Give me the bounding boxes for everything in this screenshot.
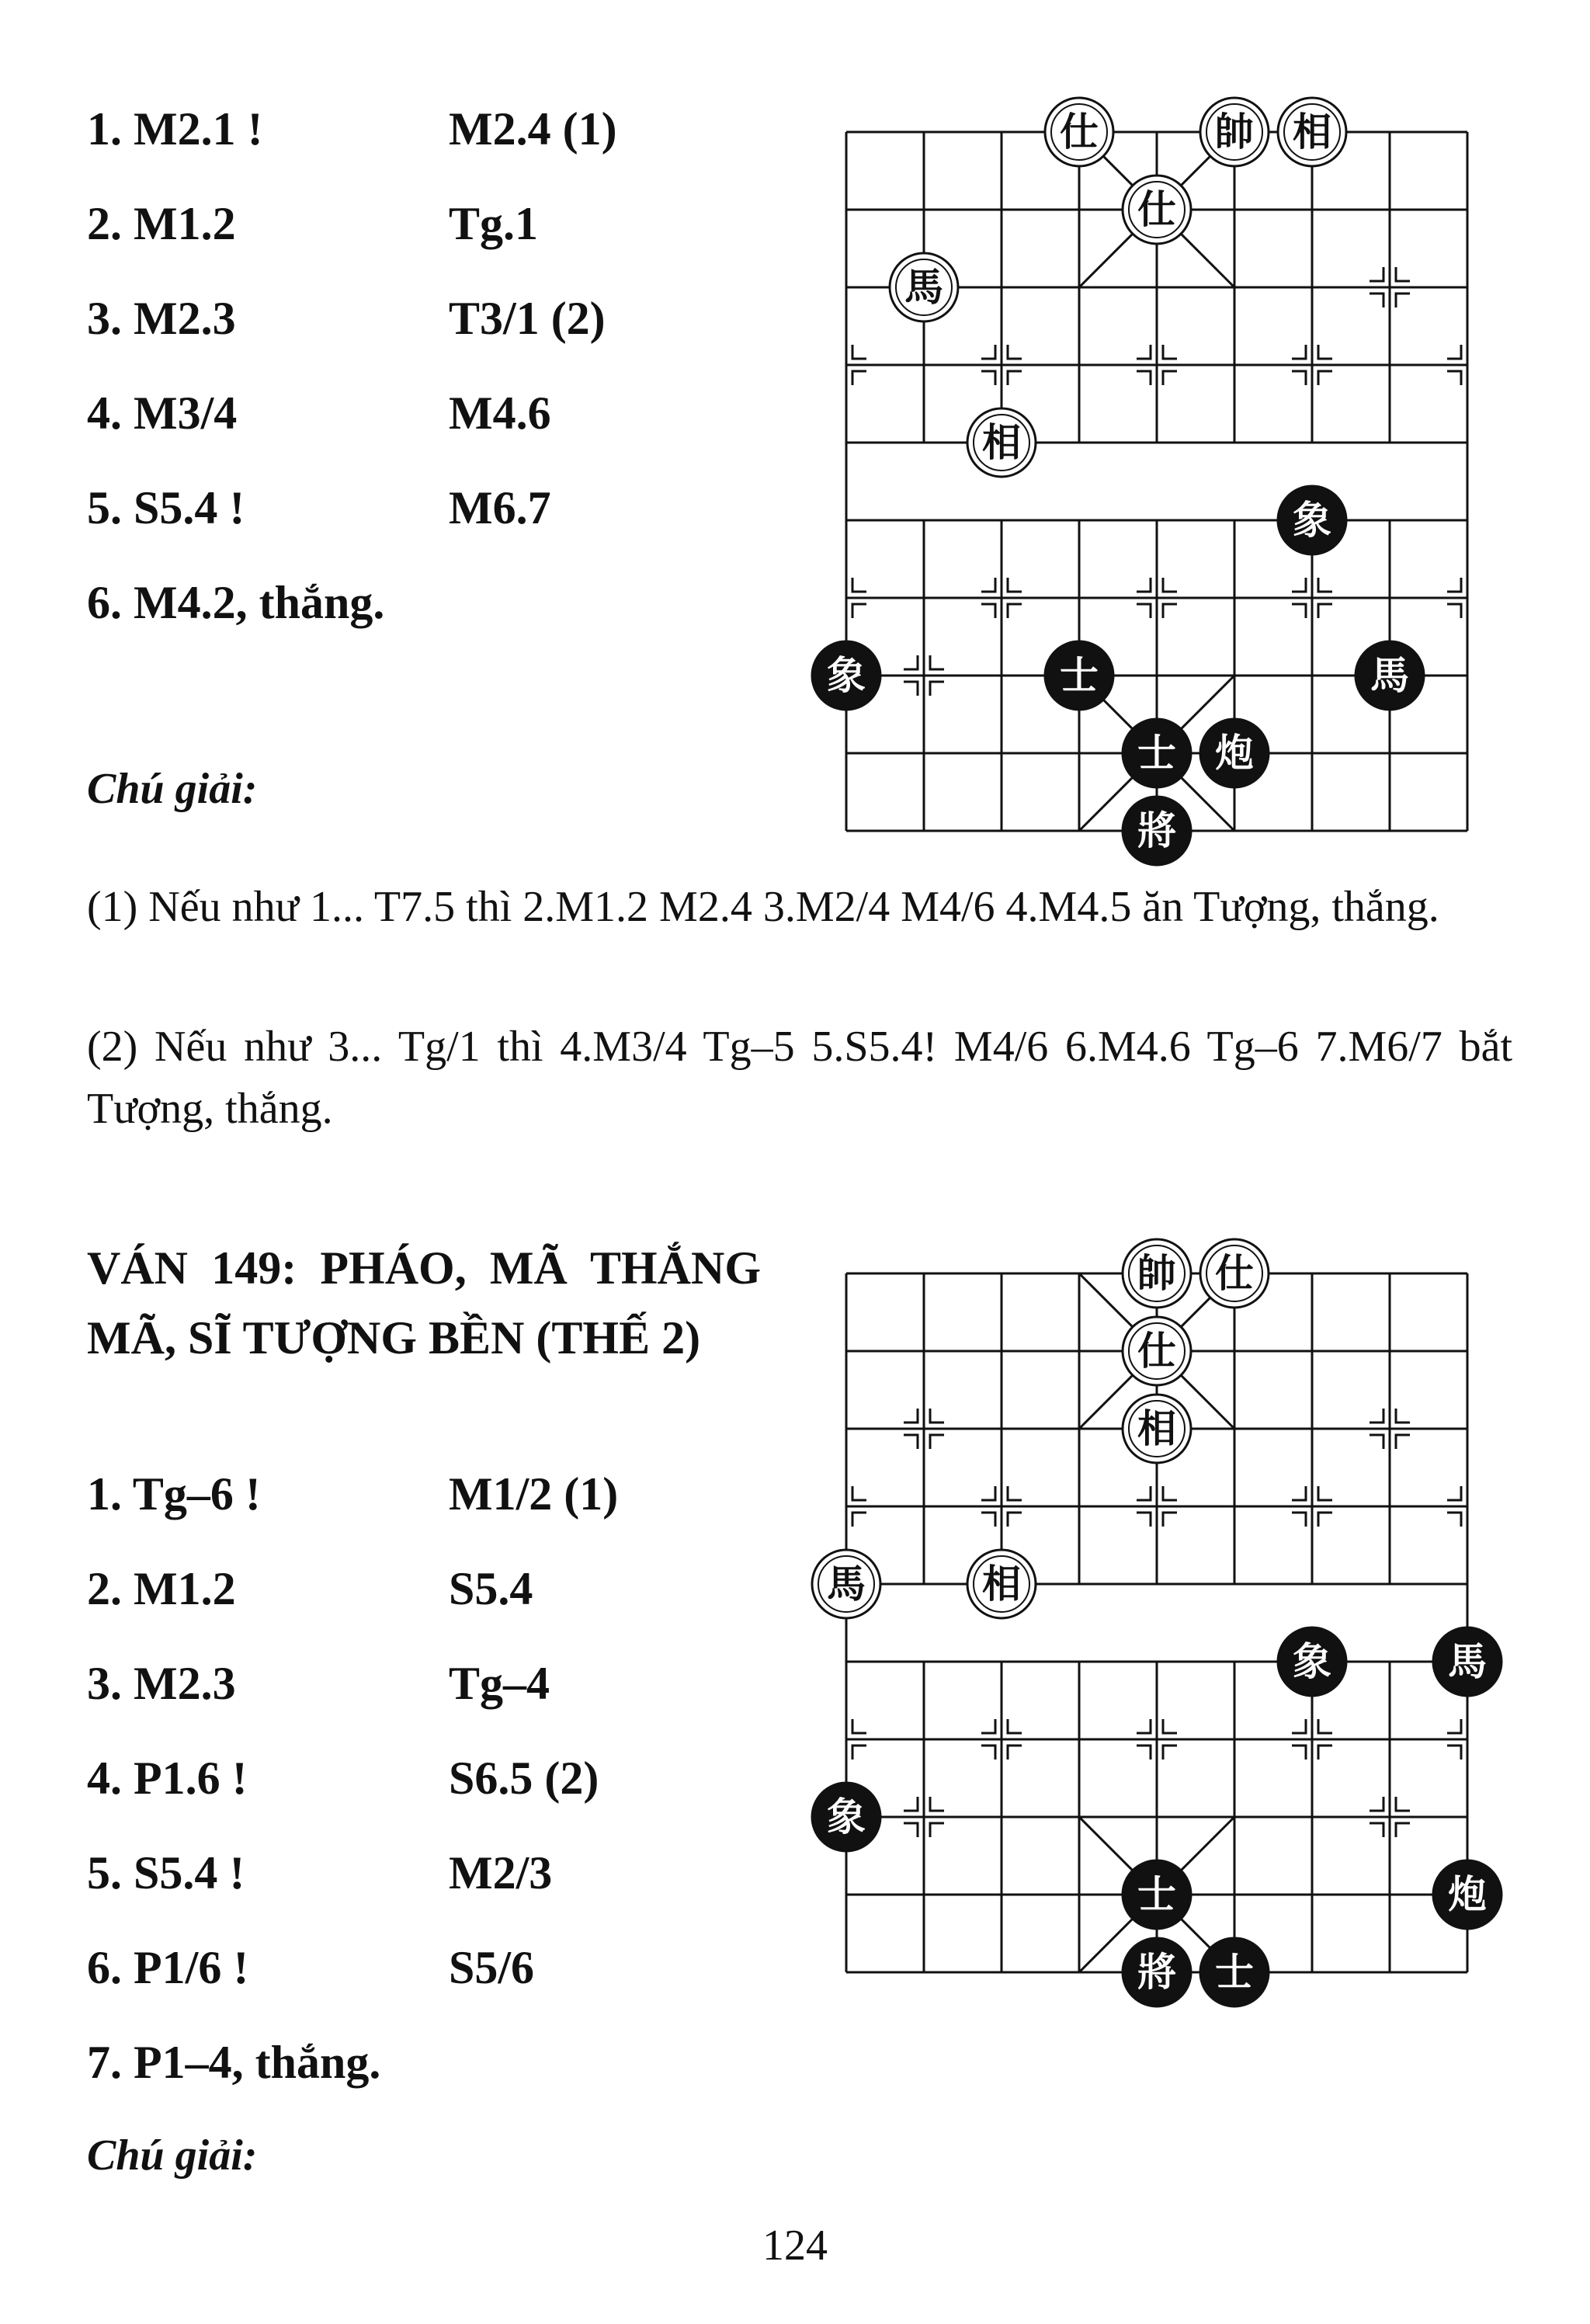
position-marker <box>1447 578 1461 592</box>
piece-label: 士 <box>1060 653 1099 698</box>
position-marker <box>1292 1486 1306 1500</box>
piece-black <box>1045 641 1113 710</box>
piece-red <box>1123 1395 1191 1463</box>
position-marker <box>852 1719 866 1733</box>
piece-black <box>1200 719 1269 787</box>
white-move: 5. S5.4 ! <box>87 1847 245 1898</box>
position-marker <box>904 1797 918 1811</box>
position-marker <box>1318 578 1332 592</box>
position-marker <box>1137 1513 1151 1527</box>
piece-red <box>1278 98 1346 166</box>
game2-notes-heading: Chú giải: <box>87 2131 258 2180</box>
black-move: Tg–4 <box>449 1658 550 1709</box>
white-move: 3. M2.3 <box>87 293 236 344</box>
piece-label: 相 <box>1293 109 1331 155</box>
position-marker <box>1318 604 1332 618</box>
position-marker <box>1008 1746 1022 1760</box>
position-marker <box>852 604 866 618</box>
position-marker <box>1292 1746 1306 1760</box>
piece-black <box>1278 486 1346 554</box>
position-marker <box>981 604 995 618</box>
position-marker <box>1370 267 1383 281</box>
position-marker <box>981 1719 995 1733</box>
position-marker <box>981 578 995 592</box>
position-marker <box>1163 1719 1177 1733</box>
piece-black <box>812 641 880 710</box>
position-marker <box>852 1486 866 1500</box>
piece-black <box>1123 1938 1191 2006</box>
piece-red <box>967 1550 1036 1618</box>
piece-label: 帥 <box>1215 109 1254 155</box>
position-marker <box>1163 1513 1177 1527</box>
black-move: Tg.1 <box>449 198 539 249</box>
page-number: 124 <box>762 2222 828 2270</box>
piece-black <box>1123 797 1191 865</box>
position-marker <box>904 682 918 696</box>
position-marker <box>1318 1719 1332 1733</box>
piece-label: 士 <box>1137 731 1176 776</box>
position-marker <box>981 1486 995 1500</box>
position-marker <box>1447 1513 1461 1527</box>
game2-title: VÁN 149: PHÁO, MÃ THẮNG MÃ, SĨ TƯỢNG BỀN (THẾ 2) <box>87 1242 761 1363</box>
position-marker <box>1008 345 1022 359</box>
position-marker <box>1292 604 1306 618</box>
position-marker <box>1370 294 1383 307</box>
piece-red <box>1045 98 1113 166</box>
black-move: S5/6 <box>449 1942 535 1993</box>
piece-label: 士 <box>1137 1872 1176 1917</box>
piece-black <box>1433 1627 1501 1696</box>
position-marker <box>930 1409 944 1423</box>
piece-red <box>1123 175 1191 244</box>
position-marker <box>1447 345 1461 359</box>
position-marker <box>981 371 995 385</box>
piece-label: 炮 <box>1215 731 1254 776</box>
position-marker <box>1292 371 1306 385</box>
position-marker <box>1370 1823 1383 1837</box>
position-marker <box>852 1746 866 1760</box>
position-marker <box>1370 1435 1383 1449</box>
position-marker <box>930 655 944 669</box>
position-marker <box>852 345 866 359</box>
piece-black <box>1278 1627 1346 1696</box>
piece-label: 仕 <box>1137 187 1176 232</box>
piece-red <box>1200 1239 1269 1308</box>
piece-red <box>812 1550 880 1618</box>
piece-label: 帥 <box>1137 1251 1176 1296</box>
piece-label: 象 <box>827 653 866 698</box>
white-move: 6. P1/6 ! <box>87 1942 249 1993</box>
game1-note-2: (2) Nếu như 3... Tg/1 thì 4.M3/4 Tg–5 5.S5.4! M4/6 6.M4.6 Tg–6 7.M6/7 bắt Tượng, thắng. <box>87 1023 1512 1133</box>
piece-black <box>1356 641 1424 710</box>
position-marker <box>1163 371 1177 385</box>
piece-label: 將 <box>1137 1950 1176 1995</box>
position-marker <box>981 1746 995 1760</box>
position-marker <box>1163 345 1177 359</box>
position-marker <box>1396 1409 1410 1423</box>
black-move: S6.5 (2) <box>449 1753 599 1804</box>
black-move: M6.7 <box>449 482 551 533</box>
position-marker <box>1370 1409 1383 1423</box>
piece-label: 仕 <box>1215 1251 1254 1296</box>
position-marker <box>1163 1746 1177 1760</box>
white-move: 1. M2.1 ! <box>87 103 263 155</box>
piece-label: 馬 <box>1448 1639 1487 1684</box>
position-marker <box>1396 1797 1410 1811</box>
position-marker <box>1318 345 1332 359</box>
position-marker <box>1396 294 1410 307</box>
black-move: T3/1 (2) <box>449 293 606 344</box>
position-marker <box>1318 1513 1332 1527</box>
white-move: 1. Tg–6 ! <box>87 1468 261 1520</box>
piece-label: 象 <box>827 1794 866 1839</box>
position-marker <box>1008 1486 1022 1500</box>
piece-label: 仕 <box>1137 1329 1176 1374</box>
position-marker <box>1137 371 1151 385</box>
position-marker <box>1292 578 1306 592</box>
position-marker <box>852 578 866 592</box>
piece-black <box>1123 1860 1191 1929</box>
position-marker <box>1447 1746 1461 1760</box>
position-marker <box>1137 1719 1151 1733</box>
position-marker <box>1163 604 1177 618</box>
position-marker <box>904 1823 918 1837</box>
piece-label: 馬 <box>827 1561 866 1607</box>
white-move: 7. P1–4, thắng. <box>87 2037 381 2088</box>
black-move: M2.4 (1) <box>449 103 617 155</box>
position-marker <box>1008 578 1022 592</box>
piece-label: 士 <box>1215 1950 1254 1995</box>
position-marker <box>1163 1486 1177 1500</box>
black-move: M4.6 <box>449 387 551 439</box>
piece-black <box>812 1783 880 1851</box>
position-marker <box>1008 371 1022 385</box>
position-marker <box>1292 1513 1306 1527</box>
white-move: 5. S5.4 ! <box>87 482 245 533</box>
piece-label: 炮 <box>1448 1872 1487 1917</box>
piece-red <box>1123 1239 1191 1308</box>
piece-label: 相 <box>982 420 1021 465</box>
position-marker <box>1447 1486 1461 1500</box>
white-move: 4. M3/4 <box>87 387 238 439</box>
game1-board <box>807 85 1522 901</box>
position-marker <box>1008 604 1022 618</box>
position-marker <box>1137 578 1151 592</box>
white-move: 3. M2.3 <box>87 1658 236 1709</box>
piece-label: 馬 <box>1370 653 1409 698</box>
position-marker <box>930 1797 944 1811</box>
position-marker <box>1396 267 1410 281</box>
position-marker <box>1396 1823 1410 1837</box>
piece-label: 象 <box>1293 1639 1331 1684</box>
white-move: 2. M1.2 <box>87 198 236 249</box>
position-marker <box>1447 371 1461 385</box>
piece-red <box>1123 1317 1191 1385</box>
position-marker <box>904 1435 918 1449</box>
game1-note-1: (1) Nếu như 1... T7.5 thì 2.M1.2 M2.4 3.M2/4 M4/6 4.M4.5 ăn Tượng, thắng. <box>87 883 1439 931</box>
game1-notes-heading: Chú giải: <box>87 765 258 813</box>
piece-black <box>1433 1860 1501 1929</box>
position-marker <box>1137 604 1151 618</box>
position-marker <box>852 371 866 385</box>
position-marker <box>1008 1513 1022 1527</box>
position-marker <box>904 1409 918 1423</box>
piece-red <box>967 408 1036 477</box>
game2-board <box>807 1227 1522 2042</box>
position-marker <box>1447 1719 1461 1733</box>
position-marker <box>904 655 918 669</box>
black-move: S5.4 <box>449 1563 533 1614</box>
piece-label: 象 <box>1293 498 1331 543</box>
position-marker <box>1163 578 1177 592</box>
position-marker <box>1137 1746 1151 1760</box>
piece-label: 仕 <box>1060 109 1099 155</box>
white-move: 6. M4.2, thắng. <box>87 577 385 628</box>
position-marker <box>1318 1486 1332 1500</box>
black-move: M2/3 <box>449 1847 553 1898</box>
position-marker <box>1396 1435 1410 1449</box>
white-move: 2. M1.2 <box>87 1563 236 1614</box>
position-marker <box>981 345 995 359</box>
position-marker <box>1292 1719 1306 1733</box>
position-marker <box>852 1513 866 1527</box>
piece-red <box>1200 98 1269 166</box>
position-marker <box>1370 1797 1383 1811</box>
white-move: 4. P1.6 ! <box>87 1753 248 1804</box>
position-marker <box>1318 1746 1332 1760</box>
position-marker <box>930 1823 944 1837</box>
piece-label: 將 <box>1137 808 1176 853</box>
piece-label: 相 <box>1137 1406 1176 1451</box>
black-move: M1/2 (1) <box>449 1468 619 1520</box>
piece-black <box>1200 1938 1269 2006</box>
piece-label: 馬 <box>904 265 943 310</box>
position-marker <box>1318 371 1332 385</box>
position-marker <box>930 1435 944 1449</box>
position-marker <box>1008 1719 1022 1733</box>
position-marker <box>981 1513 995 1527</box>
piece-red <box>890 253 958 321</box>
piece-label: 相 <box>982 1561 1021 1607</box>
position-marker <box>930 682 944 696</box>
piece-black <box>1123 719 1191 787</box>
position-marker <box>1137 345 1151 359</box>
position-marker <box>1292 345 1306 359</box>
position-marker <box>1137 1486 1151 1500</box>
position-marker <box>1447 604 1461 618</box>
